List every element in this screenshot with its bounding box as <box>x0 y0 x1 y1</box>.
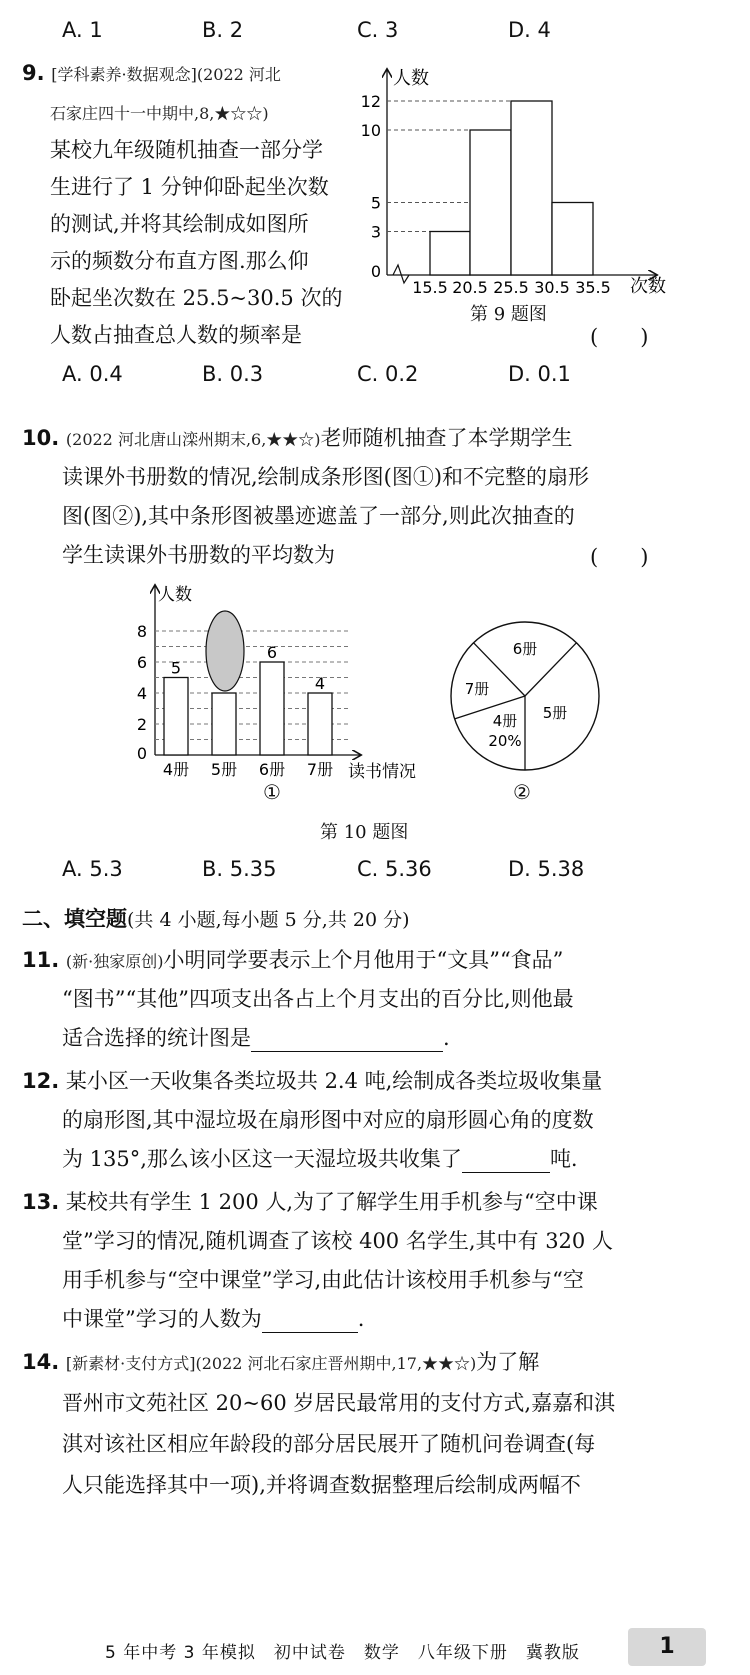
q8-option-c: C. 3 <box>357 18 399 42</box>
q9-bar-15.5 <box>430 232 470 276</box>
q11-line-3 <box>62 1024 450 1052</box>
q9-line-1: 某校九年级随机抽查一部分学 <box>50 138 323 162</box>
q10-y-tick-2: 2 <box>136 715 147 734</box>
q8-option-a: A. 1 <box>62 18 103 42</box>
q14-number: 14. <box>22 1350 60 1374</box>
q10-option-d: D. 5.38 <box>508 857 585 881</box>
q10-y-tick-4: 4 <box>136 684 147 703</box>
q9-answer-paren: ( ) <box>590 325 649 349</box>
q11-answer-blank[interactable] <box>251 1029 443 1052</box>
q10-bar-label-6册: 6 <box>266 643 278 662</box>
q11-tag: (新·独家原创) <box>65 952 164 971</box>
q9-bar-30.5 <box>552 203 593 276</box>
q11-line-1 <box>22 946 563 976</box>
q14-line-1 <box>22 1348 539 1378</box>
q9-axis-break <box>393 265 409 283</box>
q11-end: . <box>443 1026 450 1050</box>
section-2-title: 二、填空题 <box>22 907 127 931</box>
q9-option-b: B. 0.3 <box>202 362 264 386</box>
q10-pie-label-7册: 7册 <box>464 680 490 698</box>
q14-line-1-end: 为了解 <box>476 1350 540 1374</box>
q9-number: 9. <box>22 61 45 85</box>
q12-end: 吨. <box>549 1147 578 1171</box>
q10-x-tick-6册: 6册 <box>258 760 286 779</box>
q10-x-tick-4册: 4册 <box>162 760 190 779</box>
q12-line-1-text: 某小区一天收集各类垃圾共 2.4 吨,绘制成各类垃圾收集量 <box>65 1069 603 1093</box>
q10-pie-label-4册: 4册 <box>492 712 518 730</box>
q13-answer-blank[interactable] <box>262 1310 358 1333</box>
q10-line-1: 读课外书册数的情况,绘制成条形图(图①)和不完整的扇形 <box>62 465 590 489</box>
q10-line-3: 学生读课外书册数的平均数为 <box>62 543 335 567</box>
q10-line-2: 图(图②),其中条形图被墨迹遮盖了一部分,则此次抽查的 <box>62 504 575 528</box>
q9-line-2: 生进行了 1 分钟仰卧起坐次数 <box>50 175 329 199</box>
q10-bar-chart <box>120 580 440 805</box>
q10-option-c: C. 5.36 <box>357 857 432 881</box>
q10-y-label: 人数 <box>158 585 192 605</box>
q9-x-tick-35.5: 35.5 <box>575 278 611 297</box>
q13-number: 13. <box>22 1190 60 1214</box>
q13-line-1-text: 某校共有学生 1 200 人,为了了解学生用手机参与“空中课 <box>65 1190 598 1214</box>
footer-series-title: 5 年中考 3 年模拟 初中试卷 数学 八年级下册 冀教版 <box>105 1643 580 1663</box>
q14-line-3: 淇对该社区相应年龄段的部分居民展开了随机问卷调查(每 <box>62 1432 596 1456</box>
q9-bar-20.5 <box>470 130 511 275</box>
q9-option-a: A. 0.4 <box>62 362 123 386</box>
q10-y-tick-0: 0 <box>136 744 147 763</box>
q9-y-tick-0: 0 <box>370 262 381 281</box>
q10-source: (2022 河北唐山滦州期末,6,★★☆) <box>65 430 321 449</box>
q9-y-tick-3: 3 <box>370 222 381 242</box>
q9-option-d: D. 0.1 <box>508 362 571 386</box>
q12-line-2: 的扇形图,其中湿垃圾在扇形图中对应的扇形圆心角的度数 <box>62 1108 594 1132</box>
q10-bar-hidden-5册 <box>212 693 236 755</box>
q10-bar-6册 <box>260 662 284 755</box>
q14-tag: [新素材·支付方式] <box>65 1354 196 1373</box>
q10-x-tick-7册: 7册 <box>306 760 334 779</box>
q9-source-1: (2022 河北 <box>196 65 281 84</box>
q10-pie-value-4册: 20% <box>488 732 522 750</box>
q10-option-b: B. 5.35 <box>202 857 277 881</box>
q13-line-3: 用手机参与“空中课堂”学习,由此估计该校用手机参与“空 <box>62 1268 584 1292</box>
q10-pie-label-5册: 5册 <box>542 704 568 722</box>
q9-x-tick-15.5: 15.5 <box>412 278 448 297</box>
q9-y-tick-12: 12 <box>360 92 381 111</box>
q10-line-0 <box>22 424 573 454</box>
q13-line-1 <box>22 1188 598 1216</box>
q10-pie-chart <box>445 608 605 778</box>
q12-line-3-text: 为 135°,那么该小区这一天湿垃圾共收集了 <box>62 1147 462 1171</box>
q13-end: . <box>357 1307 365 1331</box>
q10-option-a: A. 5.3 <box>62 857 123 881</box>
q9-x-tick-30.5: 30.5 <box>534 278 570 297</box>
page-number: 1 <box>628 1628 706 1666</box>
q12-line-3 <box>62 1145 578 1173</box>
q10-caption: 第 10 题图 <box>320 822 409 843</box>
q9-line-6: 人数占抽查总人数的频率是 <box>50 323 302 347</box>
q8-option-d: D. 4 <box>508 18 551 42</box>
q9-option-c: C. 0.2 <box>357 362 419 386</box>
q10-bar-4册 <box>164 678 188 756</box>
q13-line-4-text: 中课堂”学习的人数为 <box>62 1307 262 1331</box>
q9-line-5: 卧起坐次数在 25.5~30.5 次的 <box>50 286 343 310</box>
q13-line-4 <box>62 1305 364 1333</box>
q9-histogram <box>360 60 680 330</box>
q14-source: (2022 河北石家庄晋州期中,17,★★☆) <box>195 1354 477 1373</box>
q12-number: 12. <box>22 1069 60 1093</box>
q9-y-tick-10: 10 <box>360 121 381 140</box>
q10-ink-blot <box>206 611 244 691</box>
q9-line-3: 的测试,并将其绘制成如图所 <box>50 212 309 236</box>
q10-bar-7册 <box>308 693 332 755</box>
q9-header <box>22 59 281 89</box>
page-footer <box>0 1622 750 1675</box>
q9-source-2: 石家庄四十一中期中,8,★☆☆) <box>50 104 269 123</box>
q10-fig1-label: ① <box>263 780 281 804</box>
q10-pie-label-6册: 6册 <box>512 640 538 658</box>
q12-answer-blank[interactable] <box>462 1150 550 1173</box>
q9-line-4: 示的频数分布直方图.那么仰 <box>50 249 309 273</box>
q11-line-1-text: 小明同学要表示上个月他用于“文具”“食品” <box>163 948 564 972</box>
q9-x-tick-20.5: 20.5 <box>452 278 488 297</box>
q8-option-b: B. 2 <box>202 18 244 42</box>
q10-answer-paren: ( ) <box>590 545 649 569</box>
q10-y-tick-8: 8 <box>136 622 147 641</box>
q10-bar-label-4册: 5 <box>170 658 182 678</box>
q11-number: 11. <box>22 948 60 972</box>
q11-line-3-text: 适合选择的统计图是 <box>62 1026 251 1050</box>
q10-number: 10. <box>22 426 60 450</box>
q9-y-label: 人数 <box>393 68 429 89</box>
q9-tag: [学科素养·数据观念] <box>51 65 197 84</box>
q10-line-1-text: 老师随机抽查了本学期学生 <box>320 426 573 450</box>
q10-y-tick-6: 6 <box>136 653 147 672</box>
q9-x-tick-25.5: 25.5 <box>493 278 529 297</box>
q9-caption: 第 9 题图 <box>470 304 547 325</box>
q10-x-tick-5册: 5册 <box>210 760 238 779</box>
q14-line-2: 晋州市文苑社区 20~60 岁居民最常用的支付方式,嘉嘉和淇 <box>62 1391 616 1415</box>
q10-bar-label-7册: 4 <box>314 674 326 693</box>
q12-line-1 <box>22 1067 602 1095</box>
q10-fig2-label: ② <box>513 780 531 804</box>
section-2-desc: (共 4 小题,每小题 5 分,共 20 分) <box>127 909 410 931</box>
section-2-heading <box>22 905 410 934</box>
q9-bar-25.5 <box>511 101 552 275</box>
q14-line-4: 人只能选择其中一项),并将调查数据整理后绘制成两幅不 <box>62 1473 581 1497</box>
q10-x-label: 读书情况 <box>348 762 416 782</box>
q9-y-tick-5: 5 <box>370 193 381 213</box>
q9-x-label: 次数 <box>630 276 666 297</box>
q13-line-2: 堂”学习的情况,随机调查了该校 400 名学生,其中有 320 人 <box>62 1229 613 1253</box>
q11-line-2: “图书”“其他”四项支出各占上个月支出的百分比,则他最 <box>62 987 574 1011</box>
